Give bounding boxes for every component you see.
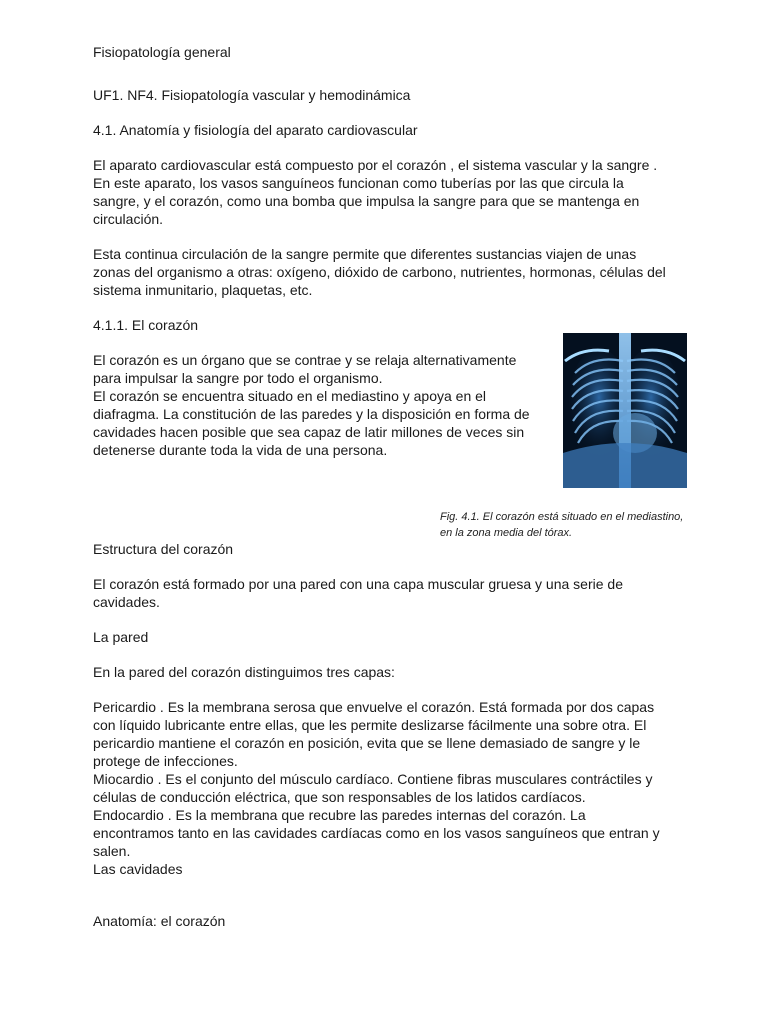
- wall-paragraph: En la pared del corazón distinguimos tres capas:: [93, 664, 395, 680]
- figure-caption: Fig. 4.1. El corazón está situado en el mediastino, en la zona media del tórax.: [440, 511, 684, 539]
- structure-title: Estructura del corazón: [93, 541, 234, 557]
- structure-paragraph: El corazón está formado por una pared con una capa muscular gruesa y una serie de cavidades.: [93, 576, 623, 610]
- section-title: 4.1. Anatomía y fisiología del aparato cardiovascular: [93, 122, 418, 138]
- footer-heading: Anatomía: el corazón: [93, 913, 226, 929]
- subsection-title: 4.1.1. El corazón: [93, 317, 199, 333]
- chest-xray-graphic: [563, 333, 687, 488]
- heart-layers-text: Pericardio . Es la membrana serosa que envuelve el corazón. Está formada por dos capas con líquido lubricante entre ellas, que les permite deslizarse fácilmente una sobre otra. El pericardio mantiene el corazón en posición, evita que se llene demasiado de sangre y le protege de infecciones. Miocardio . Es el conjunto del músculo cardíaco. Contiene fibras musculares contráctiles y células de conducción eléctrica, que son responsables de los latidos cardíacos. Endocardio . Es la membrana que recubre las paredes internas del corazón. La encontramos tanto en las cavidades cardíacas como en los vasos sanguíneos que entran y salen. Las cavidades: [93, 699, 660, 877]
- unit-title: UF1. NF4. Fisiopatología vascular y hemodinámica: [93, 87, 411, 103]
- wall-title: La pared: [93, 629, 149, 645]
- chest-xray-image: [563, 333, 687, 488]
- heart-paragraph: El corazón es un órgano que se contrae y se relaja alternativamente para impulsar la sangre por todo el organismo. El corazón se encuentra situado en el mediastino y apoya en el diafragma. La constitución de las paredes y la disposición en forma de cavidades hacen posible que sea capaz de latir millones de veces sin detenerse durante toda la vida de una persona.: [93, 352, 530, 458]
- circulation-paragraph: Esta continua circulación de la sangre permite que diferentes sustancias viajen de unas zonas del organismo a otras: oxígeno, dióxido de carbono, nutrientes, hormonas, células del sistema inmunitario, plaquetas, etc.: [93, 246, 666, 298]
- intro-paragraph: El aparato cardiovascular está compuesto por el corazón , el sistema vascular y la sangre . En este aparato, los vasos sanguíneos funcionan como tuberías por las que circula la sangre, y el corazón, como una bomba que impulsa la sangre para que se mantenga en circulación.: [93, 157, 658, 227]
- document-header: Fisiopatología general: [93, 44, 231, 60]
